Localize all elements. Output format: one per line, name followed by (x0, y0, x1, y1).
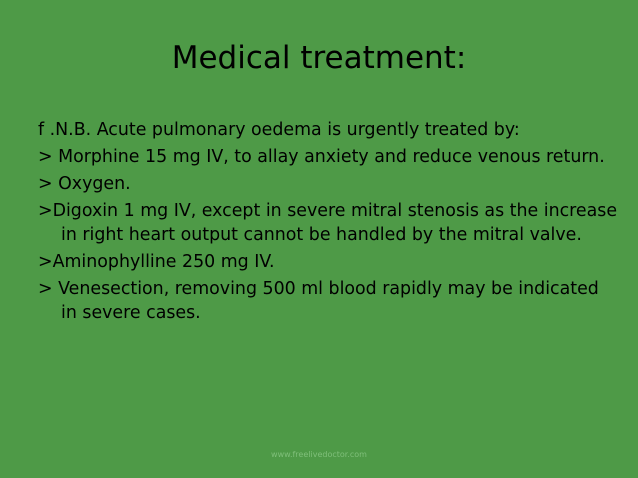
list-item: > Morphine 15 mg IV, to allay anxiety and reduce venous return. (38, 147, 605, 167)
treatment-list (38, 118, 618, 328)
list-item: >Digoxin 1 mg IV, except in severe mitral stenosis as the increase in right heart output cannot be handled by the mitral valve. (38, 201, 618, 245)
list-item: > Oxygen. (38, 174, 131, 194)
footer-watermark: www.freelivedoctor.com (271, 450, 367, 459)
list-item: > Venesection, removing 500 ml blood rapidly may be indicated in severe cases. (38, 279, 599, 323)
slide-title: Medical treatment: (171, 40, 467, 76)
list-item: >Aminophylline 250 mg IV. (38, 252, 275, 272)
list-item: f .N.B. Acute pulmonary oedema is urgently treated by: (38, 120, 520, 140)
